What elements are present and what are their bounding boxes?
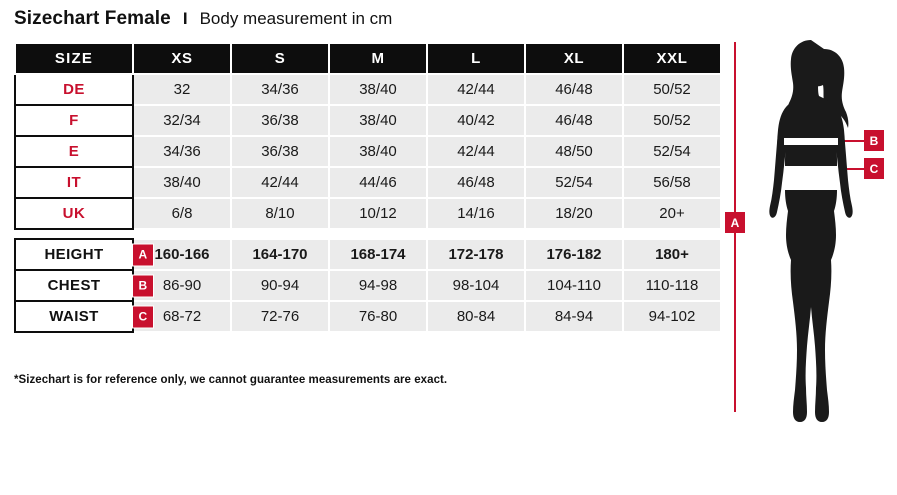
cell-chest-s: 90-94 bbox=[231, 270, 329, 301]
cell-it-s: 42/44 bbox=[231, 167, 329, 198]
row-label-height-text: HEIGHT bbox=[44, 246, 104, 263]
cell-waist-l: 80-84 bbox=[427, 301, 525, 332]
cell-it-l: 46/48 bbox=[427, 167, 525, 198]
row-label-it: IT bbox=[15, 167, 133, 198]
row-label-chest-text: CHEST bbox=[47, 277, 101, 294]
cell-uk-xxl: 20+ bbox=[623, 198, 721, 229]
cell-de-l: 42/44 bbox=[427, 74, 525, 105]
cell-height-m: 168-174 bbox=[329, 239, 427, 270]
cell-chest-l: 98-104 bbox=[427, 270, 525, 301]
cell-height-xxl: 180+ bbox=[623, 239, 721, 270]
cell-f-s: 36/38 bbox=[231, 105, 329, 136]
header-cell-m: M bbox=[329, 43, 427, 74]
cell-f-xxl: 50/52 bbox=[623, 105, 721, 136]
row-label-f: F bbox=[15, 105, 133, 136]
header-cell-xs: XS bbox=[133, 43, 231, 74]
cell-e-xs: 34/36 bbox=[133, 136, 231, 167]
cell-e-s: 36/38 bbox=[231, 136, 329, 167]
header-cell-s: S bbox=[231, 43, 329, 74]
page-title bbox=[14, 8, 392, 30]
cell-f-m: 38/40 bbox=[329, 105, 427, 136]
row-label-de: DE bbox=[15, 74, 133, 105]
title-separator: I bbox=[182, 9, 188, 28]
cell-chest-xxl: 110-118 bbox=[623, 270, 721, 301]
cell-de-m: 38/40 bbox=[329, 74, 427, 105]
table-row bbox=[15, 239, 721, 270]
cell-e-xxl: 52/54 bbox=[623, 136, 721, 167]
table-header-row bbox=[15, 43, 721, 74]
title-subtitle: Body measurement in cm bbox=[199, 9, 393, 28]
table-row bbox=[15, 198, 721, 229]
title-main: Sizechart Female bbox=[14, 8, 171, 29]
cell-chest-xl: 104-110 bbox=[525, 270, 623, 301]
cell-e-m: 38/40 bbox=[329, 136, 427, 167]
header-cell-xxl: XXL bbox=[623, 43, 721, 74]
cell-uk-xl: 18/20 bbox=[525, 198, 623, 229]
cell-e-xl: 48/50 bbox=[525, 136, 623, 167]
cell-height-s: 164-170 bbox=[231, 239, 329, 270]
row-label-waist-text: WAIST bbox=[49, 308, 99, 325]
figure-area bbox=[730, 30, 890, 450]
row-label-height bbox=[15, 239, 148, 270]
cell-waist-s: 72-76 bbox=[231, 301, 329, 332]
cell-de-s: 34/36 bbox=[231, 74, 329, 105]
row-label-waist bbox=[15, 301, 148, 332]
cell-height-l: 172-178 bbox=[427, 239, 525, 270]
badge-a-height: A bbox=[132, 243, 154, 266]
cell-waist-xs: 68-72 bbox=[133, 301, 231, 332]
cell-uk-s: 8/10 bbox=[231, 198, 329, 229]
cell-de-xl: 46/48 bbox=[525, 74, 623, 105]
footnote: *Sizechart is for reference only, we cannot guarantee measurements are exact. bbox=[14, 374, 448, 386]
cell-height-xl: 176-182 bbox=[525, 239, 623, 270]
row-label-uk: UK bbox=[15, 198, 133, 229]
cell-it-m: 44/46 bbox=[329, 167, 427, 198]
sizechart-table-wrap bbox=[14, 42, 722, 333]
cell-chest-m: 94-98 bbox=[329, 270, 427, 301]
badge-b-chest: B bbox=[132, 274, 154, 297]
table-row bbox=[15, 105, 721, 136]
cell-f-xl: 46/48 bbox=[525, 105, 623, 136]
figure-badge-b: B bbox=[864, 130, 884, 151]
cell-it-xl: 52/54 bbox=[525, 167, 623, 198]
header-cell-xl: XL bbox=[525, 43, 623, 74]
cell-f-l: 40/42 bbox=[427, 105, 525, 136]
cell-de-xxl: 50/52 bbox=[623, 74, 721, 105]
cell-uk-xs: 6/8 bbox=[133, 198, 231, 229]
table-row bbox=[15, 301, 721, 332]
cell-de-xs: 32 bbox=[133, 74, 231, 105]
cell-uk-l: 14/16 bbox=[427, 198, 525, 229]
figure-badge-c: C bbox=[864, 158, 884, 179]
cell-waist-xl: 84-94 bbox=[525, 301, 623, 332]
female-silhouette-icon bbox=[756, 38, 866, 428]
table-row bbox=[15, 74, 721, 105]
table-row bbox=[15, 270, 721, 301]
cell-waist-m: 76-80 bbox=[329, 301, 427, 332]
figure-badge-a: A bbox=[725, 212, 745, 233]
cell-f-xs: 32/34 bbox=[133, 105, 231, 136]
cell-it-xs: 38/40 bbox=[133, 167, 231, 198]
cell-e-l: 42/44 bbox=[427, 136, 525, 167]
table-row bbox=[15, 167, 721, 198]
header-cell-size: SIZE bbox=[15, 43, 133, 74]
badge-c-waist: C bbox=[132, 305, 154, 328]
cell-waist-xxl: 94-102 bbox=[623, 301, 721, 332]
table-spacer-row bbox=[15, 229, 721, 239]
row-label-e: E bbox=[15, 136, 133, 167]
table-row bbox=[15, 136, 721, 167]
cell-height-xs: 160-166 bbox=[133, 239, 231, 270]
cell-it-xxl: 56/58 bbox=[623, 167, 721, 198]
cell-chest-xs: 86-90 bbox=[133, 270, 231, 301]
row-label-chest bbox=[15, 270, 148, 301]
header-cell-l: L bbox=[427, 43, 525, 74]
sizechart-table bbox=[14, 42, 722, 333]
cell-uk-m: 10/12 bbox=[329, 198, 427, 229]
